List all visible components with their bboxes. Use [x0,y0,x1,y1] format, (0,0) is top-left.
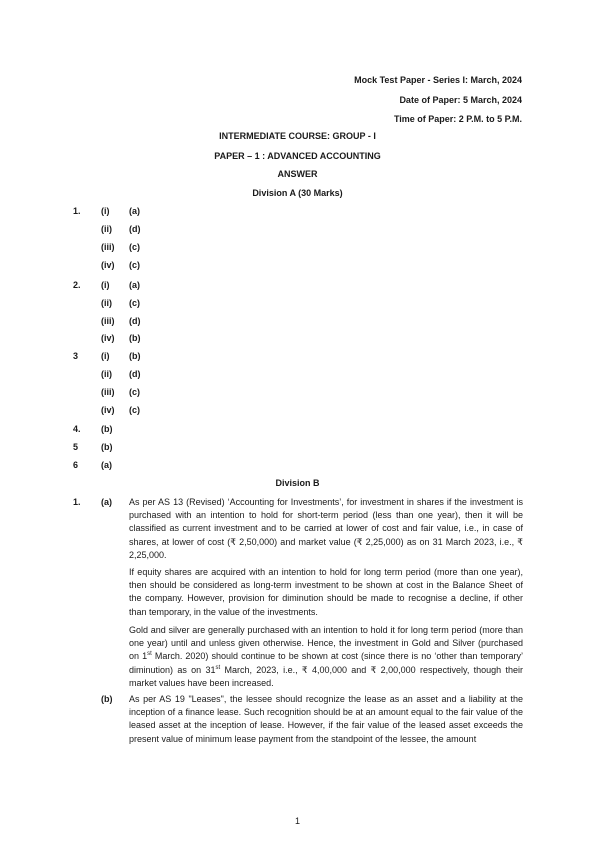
answer-option: (c) [129,387,140,397]
answer-paragraph: If equity shares are acquired with an intention to hold for long term period (more than one year), then should be considered as long-term investment to be shown at cost in the Balance Sheet of the company. However, provision for diminution should be made to recognise a decline, if other than temporary, in the value of the investments. [129,567,523,617]
page-number: 1 [294,816,300,826]
sub-question: (iv) [101,260,115,270]
paper-title: PAPER – 1 : ADVANCED ACCOUNTING [214,151,381,161]
question-number: 5 [73,442,79,452]
answer-paragraph: As per AS 19 "Leases", the lessee should recognize the lease as an asset and a liability at the inception of a finance lease. Such recognition should be at an amount equal to the fair value of the leased asset at the inception of lease. However, if the fair value of the leased asset exceeds the present value of minimum lease payment from the standpoint of the lessee, the amount [129,694,523,744]
date-line: Date of Paper: 5 March, 2024 [399,95,522,105]
answer-option: (c) [129,260,140,270]
sub-question: (iii) [101,387,115,397]
sub-question: (iii) [101,242,115,252]
sub-question: (iv) [101,405,115,415]
sub-question: (ii) [101,298,112,308]
answer-option: (b) [101,424,113,434]
time-line: Time of Paper: 2 P.M. to 5 P.M. [393,114,522,124]
answer-option: (b) [101,442,113,452]
answer-paragraph: Gold and silver are generally purchased with an intention to hold it for long term period (more than one year) until and unless given otherwise. Hence, the investment in Gold and Silver (purchased on 1st March. 2020) should continue to be shown at cost (since there is no ‘other than temporary’ diminution) as on 31st March, 2023, i.e., ₹ 4,00,000 and ₹ 2,00,000 respectively, though their market values have been increased. [129,625,523,688]
answer-option: (c) [129,298,140,308]
sub-question: (ii) [101,224,112,234]
part-label: (b) [101,694,113,704]
answer-option: (a) [129,206,140,216]
answer-option: (a) [129,280,140,290]
part-label: (a) [101,497,112,507]
answer-option: (a) [101,460,112,470]
series-line: Mock Test Paper - Series I: March, 2024 [354,75,522,85]
sub-question: (iii) [101,316,115,326]
answer-option: (b) [129,333,141,343]
answer-option: (c) [129,242,140,252]
course-title: INTERMEDIATE COURSE: GROUP - I [219,131,376,141]
sub-question: (i) [101,351,110,361]
question-number: 4. [73,424,81,434]
division-b-heading: Division B [275,478,320,488]
answer-option: (c) [129,405,140,415]
answer-option: (d) [129,224,141,234]
sub-question: (iv) [101,333,115,343]
question-number: 2. [73,280,81,290]
answer-paragraph: As per AS 13 (Revised) ‘Accounting for Investments’, for investment in shares if the investment is purchased with an intention to hold for short-term period (less than one year), then it will be classified as current investment and to be carried at lower of cost and fair value, i.e., in case of shares, at lower of cost (₹ 2,50,000) and market value (₹ 2,25,000) as on 31 March 2023, i.e., ₹ 2,25,000. [129,497,523,560]
answer-option: (b) [129,351,141,361]
sub-question: (i) [101,280,110,290]
sub-question: (i) [101,206,110,216]
question-number: 6 [73,460,79,470]
question-number: 1. [73,497,81,507]
answer-heading: ANSWER [277,169,318,179]
answer-option: (d) [129,316,141,326]
question-number: 3 [73,351,79,361]
question-number: 1. [73,206,81,216]
division-a-heading: Division A (30 Marks) [252,188,343,198]
answer-option: (d) [129,369,141,379]
sub-question: (ii) [101,369,112,379]
